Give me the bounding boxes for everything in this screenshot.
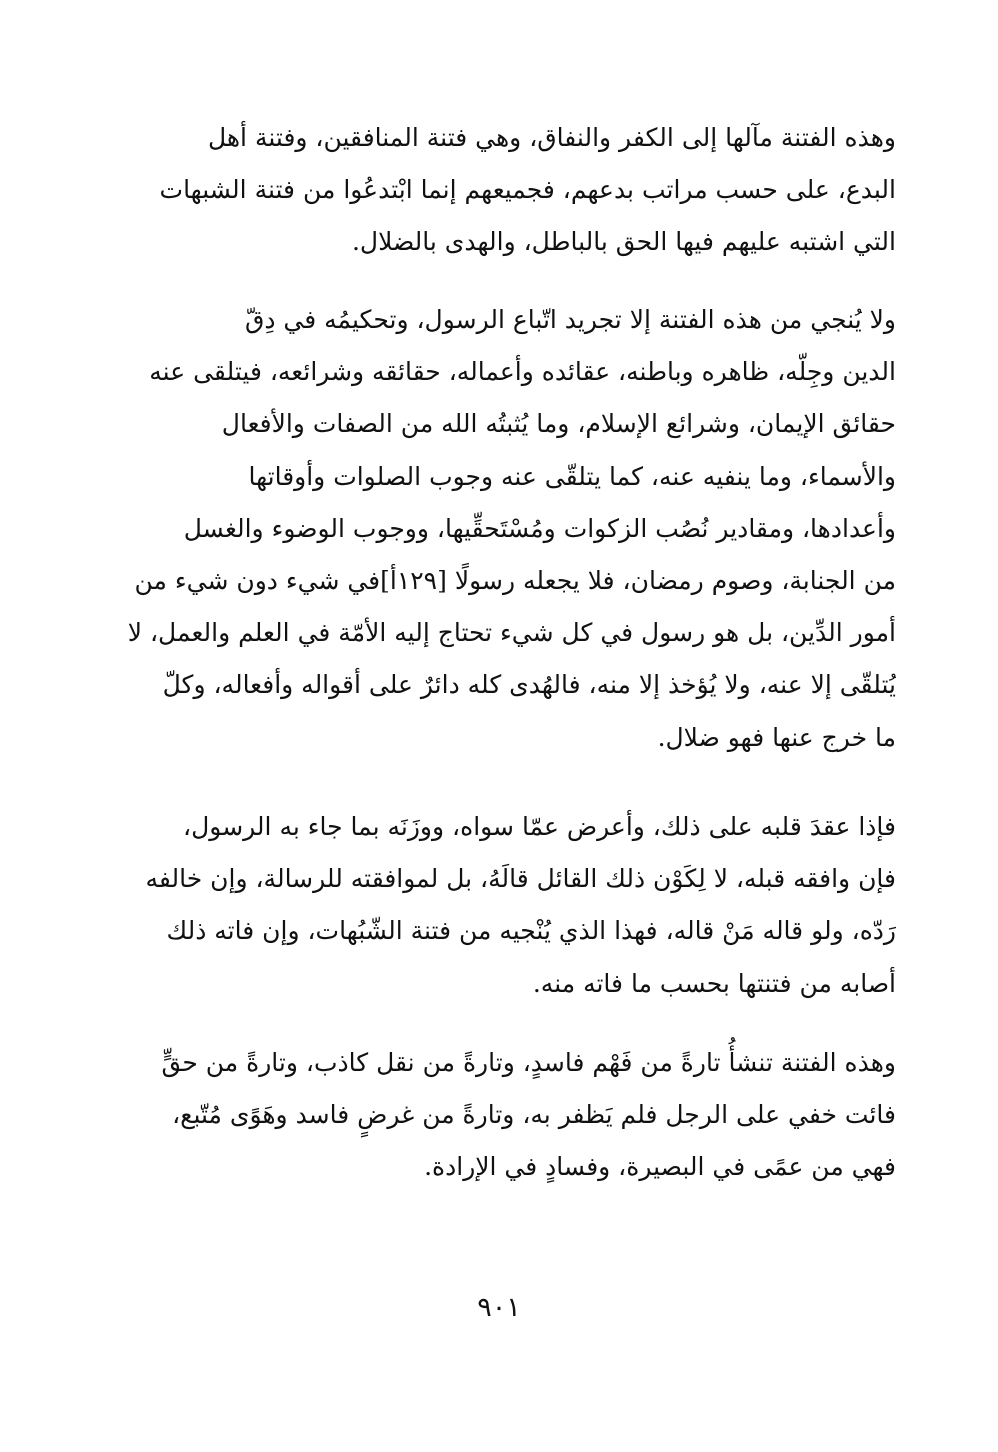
text-line: أمور الدِّين، بل هو رسول في كل شيء تحتاج إليه الأمّة في العلم والعمل، لا: [127, 618, 896, 648]
text-line: وهذه الفتنة تنشأُ تارةً من فَهْم فاسدٍ، وتارةً من نقل كاذب، وتارةً من حقٍّ: [161, 1048, 896, 1077]
text-line: البدع، على حسب مراتب بدعهم، فجميعهم إنما ابْتدعُوا من فتنة الشبهات: [159, 175, 896, 205]
paragraph-1: [118, 112, 896, 269]
text-line: فائت خفي على الرجل فلم يَظفر به، وتارةً من غرضٍ فاسد وهَوًى مُتّبع،: [172, 1100, 896, 1130]
text-line: فإذا عقدَ قلبه على ذلك، وأعرض عمّا سواه، ووزَنَه بما جاء به الرسول،: [183, 812, 896, 841]
paragraph-3: [118, 801, 896, 1010]
text-line: أصابه من فتنتها بحسب ما فاته منه.: [532, 968, 896, 998]
text-line: يُتلقّى إلا عنه، ولا يُؤخذ إلا منه، فالهُدى كله دائرٌ على أقواله وأفعاله، وكلّ: [162, 670, 896, 700]
text-line: حقائق الإيمان، وشرائع الإسلام، وما يُثبتُه الله من الصفات والأفعال: [221, 409, 896, 439]
text-line: وأعدادها، ومقادير نُصُب الزكوات ومُسْتَحقِّيها، ووجوب الوضوء والغسل: [183, 513, 896, 543]
text-line: فهي من عمًى في البصيرة، وفسادٍ في الإرادة.: [424, 1152, 896, 1182]
text-line: ما خرج عنها فهو ضلال.: [657, 722, 896, 752]
text-line: الدين وجِلّه، ظاهره وباطنه، عقائده وأعماله، حقائقه وشرائعه، فيتلقى عنه: [149, 357, 896, 387]
paragraph-2: [118, 294, 896, 764]
text-line: والأسماء، وما ينفيه عنه، كما يتلقّى عنه وجوب الصلوات وأوقاتها: [248, 461, 896, 491]
text-line: فإن وافقه قبله، لا لِكَوْن ذلك القائل قالَهُ، بل لموافقته للرسالة، وإن خالفه: [145, 864, 896, 894]
text-line: من الجنابة، وصوم رمضان، فلا يجعله رسولًا [١٢٩أ]في شيء دون شيء من: [134, 566, 896, 596]
text-line: وهذه الفتنة مآلها إلى الكفر والنفاق، وهي فتنة المنافقين، وفتنة أهل: [207, 123, 896, 152]
text-line: التي اشتبه عليهم فيها الحق بالباطل، والهدى بالضلال.: [351, 227, 896, 257]
paragraph-4: [118, 1037, 896, 1194]
page-number: ٩٠١: [477, 1292, 521, 1323]
text-line: ولا يُنجي من هذه الفتنة إلا تجريد اتّباع الرسول، وتحكيمُه في دِقّ: [244, 305, 896, 334]
text-line: رَدّه، ولو قاله مَنْ قاله، فهذا الذي يُنْجيه من فتنة الشّبُهات، وإن فاته ذلك: [166, 916, 896, 946]
